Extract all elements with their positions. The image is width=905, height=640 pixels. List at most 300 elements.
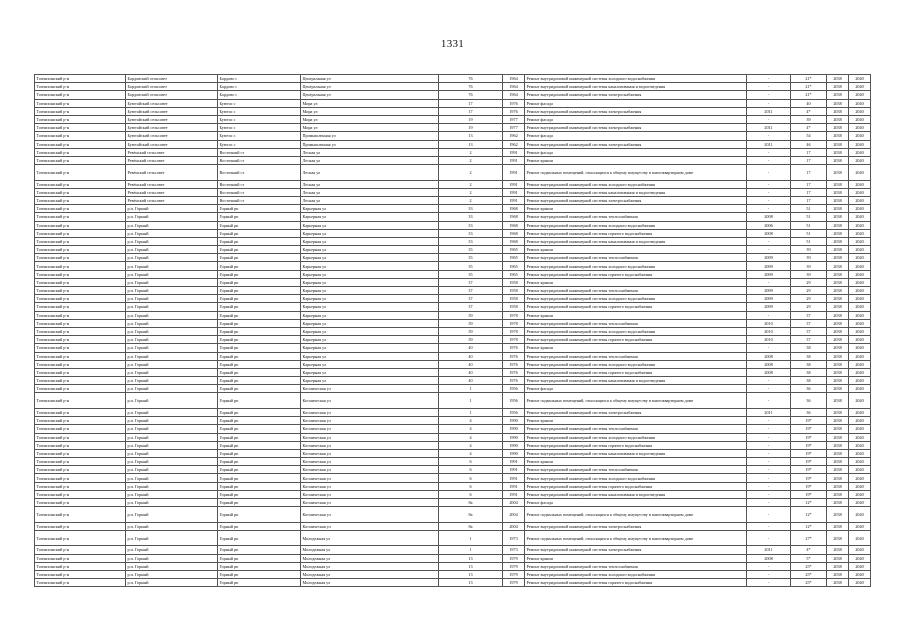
cell-settlement: р.п. Горный	[126, 213, 218, 221]
cell-plan-start: 2038	[827, 522, 849, 530]
cell-street: Космическая ул	[301, 522, 439, 530]
table-row	[35, 408, 871, 416]
cell-plan-start: 2038	[827, 156, 849, 164]
page-number: 1331	[440, 38, 465, 50]
cell-wear: 54	[791, 132, 827, 140]
table-row	[35, 270, 871, 278]
cell-house: 35	[439, 254, 503, 262]
cell-work: Ремонт внутридомовой инженерной системы холодного водоснабжения	[525, 262, 747, 270]
cell-year: 2004	[503, 499, 525, 507]
cell-house: 37	[439, 287, 503, 295]
cell-settlement: р.п. Горный	[126, 417, 218, 425]
table-row	[35, 579, 871, 587]
cell-plan-end: 2040	[849, 336, 871, 344]
cell-locality: Горный рп	[218, 262, 301, 270]
table-row	[35, 278, 871, 286]
cell-locality: Горный рп	[218, 579, 301, 587]
cell-work: Ремонт внутридомовой инженерной системы холодного водоснабжения	[525, 75, 747, 83]
cell-year: 1965	[503, 270, 525, 278]
cell-settlement: р.п. Горный	[126, 570, 218, 578]
cell-district: Топчихинский р-н	[35, 360, 126, 368]
cell-plan-start: 2038	[827, 417, 849, 425]
cell-house: 39	[439, 327, 503, 335]
table-row	[35, 229, 871, 237]
cell-work: Ремонт внутридомовой инженерной системы холодного водоснабжения	[525, 180, 747, 188]
cell-locality: Горный рп	[218, 229, 301, 237]
cell-house: 1	[439, 530, 503, 546]
cell-district: Топчихинский р-н	[35, 546, 126, 554]
cell-settlement: р.п. Горный	[126, 408, 218, 416]
table-row	[35, 385, 871, 393]
cell-house: 4	[439, 449, 503, 457]
cell-settlement: р.п. Горный	[126, 360, 218, 368]
cell-work: Ремонт внутридомовой инженерной системы канализования и водоотведения	[525, 490, 747, 498]
table-row	[35, 148, 871, 156]
cell-locality: Горный рп	[218, 368, 301, 376]
cell-street: Космическая ул	[301, 466, 439, 474]
cell-plan-end: 2040	[849, 205, 871, 213]
cell-settlement: р.п. Горный	[126, 278, 218, 286]
cell-year: 1990	[503, 417, 525, 425]
cell-district: Топчихинский р-н	[35, 433, 126, 441]
cell-work: Ремонт крыши	[525, 344, 747, 352]
table-row	[35, 499, 871, 507]
cell-last-repair: -	[747, 188, 791, 196]
cell-district: Топчихинский р-н	[35, 188, 126, 196]
cell-district: Топчихинский р-н	[35, 75, 126, 83]
cell-house: 39	[439, 319, 503, 327]
cell-wear: 38	[791, 377, 827, 385]
cell-work: Ремонт фасада	[525, 499, 747, 507]
table-row	[35, 140, 871, 148]
cell-street: Промышленная ул	[301, 140, 439, 148]
cell-street: Карьерная ул	[301, 295, 439, 303]
cell-locality: Горный рп	[218, 344, 301, 352]
cell-year: 1956	[503, 408, 525, 416]
cell-plan-end: 2040	[849, 327, 871, 335]
cell-street: Карьерная ул	[301, 254, 439, 262]
cell-work: Ремонт крыши	[525, 554, 747, 562]
cell-wear: 25*	[791, 570, 827, 578]
cell-plan-end: 2040	[849, 377, 871, 385]
cell-wear: 39	[791, 254, 827, 262]
cell-plan-end: 2040	[849, 433, 871, 441]
cell-last-repair: 2008	[747, 554, 791, 562]
cell-wear: 38	[791, 352, 827, 360]
cell-plan-start: 2038	[827, 278, 849, 286]
cell-house: 39	[439, 311, 503, 319]
cell-district: Топчихинский р-н	[35, 229, 126, 237]
cell-house: 37	[439, 303, 503, 311]
cell-year: 1976	[503, 344, 525, 352]
cell-plan-start: 2038	[827, 352, 849, 360]
cell-street: Карьерная ул	[301, 336, 439, 344]
cell-locality: Горный рп	[218, 352, 301, 360]
cell-locality: Восточный ст	[218, 148, 301, 156]
cell-plan-start: 2038	[827, 562, 849, 570]
cell-year: 1973	[503, 530, 525, 546]
cell-locality: Горный рп	[218, 458, 301, 466]
cell-locality: Горный рп	[218, 311, 301, 319]
cell-year: 1956	[503, 385, 525, 393]
cell-year: 1990	[503, 449, 525, 457]
cell-last-repair: -	[747, 441, 791, 449]
cell-settlement: Ревёнский сельсовет	[126, 196, 218, 204]
table-row	[35, 156, 871, 164]
cell-street: Космическая ул	[301, 441, 439, 449]
cell-house: 76	[439, 83, 503, 91]
cell-wear: 17	[791, 165, 827, 181]
cell-work: Ремонт внутридомовой инженерной системы электроснабжения	[525, 107, 747, 115]
cell-plan-end: 2040	[849, 368, 871, 376]
cell-house: 33	[439, 237, 503, 245]
cell-wear: 37	[791, 327, 827, 335]
cell-plan-start: 2038	[827, 377, 849, 385]
cell-settlement: р.п. Горный	[126, 254, 218, 262]
cell-house: 4	[439, 433, 503, 441]
cell-district: Топчихинский р-н	[35, 579, 126, 587]
cell-year: 1978	[503, 336, 525, 344]
cell-last-repair: -	[747, 466, 791, 474]
table-row	[35, 262, 871, 270]
cell-plan-end: 2040	[849, 262, 871, 270]
cell-wear: 51	[791, 213, 827, 221]
cell-plan-start: 2038	[827, 393, 849, 409]
cell-locality: Горный рп	[218, 303, 301, 311]
cell-last-repair: 2009	[747, 254, 791, 262]
cell-house: 17	[439, 107, 503, 115]
cell-locality: Горный рп	[218, 570, 301, 578]
table-row	[35, 115, 871, 123]
cell-district: Топчихинский р-н	[35, 180, 126, 188]
cell-locality: Бордово с	[218, 75, 301, 83]
cell-plan-end: 2040	[849, 425, 871, 433]
cell-street: Молодежная ул	[301, 530, 439, 546]
cell-house: 8а	[439, 499, 503, 507]
cell-settlement: Ревёнский сельсовет	[126, 156, 218, 164]
cell-street: Карьерная ул	[301, 278, 439, 286]
cell-year: 1958	[503, 287, 525, 295]
cell-house: 33	[439, 205, 503, 213]
cell-street: Космическая ул	[301, 499, 439, 507]
cell-house: 2	[439, 196, 503, 204]
cell-plan-start: 2038	[827, 91, 849, 99]
cell-district: Топчихинский р-н	[35, 408, 126, 416]
cell-district: Топчихинский р-н	[35, 385, 126, 393]
cell-last-repair: -	[747, 344, 791, 352]
cell-year: 1962	[503, 132, 525, 140]
cell-district: Топчихинский р-н	[35, 530, 126, 546]
cell-street: Карьерная ул	[301, 205, 439, 213]
cell-settlement: Ревёнский сельсовет	[126, 188, 218, 196]
cell-year: 1968	[503, 229, 525, 237]
cell-district: Топчихинский р-н	[35, 107, 126, 115]
cell-year: 1991	[503, 474, 525, 482]
table-row	[35, 368, 871, 376]
cell-year: 1991	[503, 188, 525, 196]
cell-locality: Буютас с	[218, 140, 301, 148]
table-row	[35, 124, 871, 132]
cell-plan-start: 2038	[827, 360, 849, 368]
cell-plan-end: 2040	[849, 270, 871, 278]
cell-last-repair: 2011	[747, 408, 791, 416]
cell-house: 76	[439, 91, 503, 99]
cell-plan-end: 2040	[849, 474, 871, 482]
cell-district: Топчихинский р-н	[35, 237, 126, 245]
cell-last-repair: -	[747, 417, 791, 425]
cell-plan-end: 2040	[849, 562, 871, 570]
cell-work: Ремонт крыши	[525, 156, 747, 164]
cell-work: Ремонт внутридомовой инженерной системы теплоснабжения	[525, 254, 747, 262]
cell-street: Лесная ул	[301, 148, 439, 156]
cell-street: Центральная ул	[301, 83, 439, 91]
cell-street: Карьерная ул	[301, 229, 439, 237]
cell-wear: 38	[791, 368, 827, 376]
cell-last-repair: 2009	[747, 287, 791, 295]
cell-plan-end: 2040	[849, 344, 871, 352]
cell-work: Ремонт подвальных помещений, относящихся к общему имуществу в многоквартирном доме	[525, 393, 747, 409]
cell-year: 1976	[503, 107, 525, 115]
table-row	[35, 441, 871, 449]
cell-house: 1	[439, 385, 503, 393]
cell-plan-start: 2038	[827, 75, 849, 83]
cell-last-repair: 2009	[747, 295, 791, 303]
cell-last-repair: -	[747, 196, 791, 204]
cell-plan-end: 2040	[849, 107, 871, 115]
cell-plan-end: 2040	[849, 319, 871, 327]
cell-district: Топчихинский р-н	[35, 417, 126, 425]
cell-district: Топчихинский р-н	[35, 246, 126, 254]
cell-plan-end: 2040	[849, 196, 871, 204]
cell-settlement: р.п. Горный	[126, 262, 218, 270]
cell-year: 1978	[503, 319, 525, 327]
cell-settlement: Бордовский сельсовет	[126, 83, 218, 91]
cell-street: Космическая ул	[301, 385, 439, 393]
cell-wear: 39	[791, 262, 827, 270]
cell-house: 1	[439, 408, 503, 416]
cell-plan-start: 2038	[827, 474, 849, 482]
cell-year: 1979	[503, 570, 525, 578]
cell-last-repair: 2009	[747, 270, 791, 278]
cell-work: Ремонт фасада	[525, 99, 747, 107]
cell-year: 1976	[503, 368, 525, 376]
cell-street: Центральная ул	[301, 75, 439, 83]
cell-locality: Горный рп	[218, 522, 301, 530]
cell-locality: Горный рп	[218, 530, 301, 546]
cell-settlement: р.п. Горный	[126, 554, 218, 562]
cell-street: Карьерная ул	[301, 262, 439, 270]
cell-settlement: Бордовский сельсовет	[126, 75, 218, 83]
cell-wear: 19*	[791, 417, 827, 425]
cell-last-repair: -	[747, 91, 791, 99]
cell-wear: 19*	[791, 433, 827, 441]
cell-street: Космическая ул	[301, 449, 439, 457]
cell-wear: 51	[791, 205, 827, 213]
table-row	[35, 246, 871, 254]
cell-house: 1	[439, 546, 503, 554]
cell-last-repair: 2008	[747, 360, 791, 368]
cell-district: Топчихинский р-н	[35, 458, 126, 466]
cell-house: 35	[439, 246, 503, 254]
table-row	[35, 546, 871, 554]
cell-settlement: Ревёнский сельсовет	[126, 165, 218, 181]
cell-district: Топчихинский р-н	[35, 319, 126, 327]
cell-plan-start: 2038	[827, 482, 849, 490]
cell-locality: Восточный ст	[218, 180, 301, 188]
cell-street: Космическая ул	[301, 417, 439, 425]
cell-work: Ремонт крыши	[525, 278, 747, 286]
cell-street: Молодежная ул	[301, 546, 439, 554]
cell-year: 1965	[503, 246, 525, 254]
cell-district: Топчихинский р-н	[35, 474, 126, 482]
cell-wear: 12*	[791, 522, 827, 530]
cell-plan-start: 2038	[827, 148, 849, 156]
cell-settlement: р.п. Горный	[126, 377, 218, 385]
cell-settlement: р.п. Горный	[126, 327, 218, 335]
cell-plan-end: 2040	[849, 91, 871, 99]
cell-last-repair: -	[747, 180, 791, 188]
cell-last-repair: -	[747, 246, 791, 254]
cell-work: Ремонт крыши	[525, 205, 747, 213]
cell-locality: Горный рп	[218, 433, 301, 441]
cell-district: Топчихинский р-н	[35, 425, 126, 433]
cell-locality: Горный рп	[218, 562, 301, 570]
cell-house: 2	[439, 148, 503, 156]
cell-last-repair: -	[747, 433, 791, 441]
cell-work: Ремонт внутридомовой инженерной системы электроснабжения	[525, 546, 747, 554]
table-row	[35, 75, 871, 83]
cell-street: Мира ул	[301, 99, 439, 107]
cell-plan-start: 2038	[827, 262, 849, 270]
cell-plan-start: 2038	[827, 327, 849, 335]
cell-last-repair: 2011	[747, 124, 791, 132]
cell-locality: Буютас с	[218, 107, 301, 115]
cell-plan-start: 2038	[827, 336, 849, 344]
cell-street: Лесная ул	[301, 188, 439, 196]
cell-wear: 25*	[791, 562, 827, 570]
table-row	[35, 458, 871, 466]
cell-district: Топчихинский р-н	[35, 482, 126, 490]
cell-district: Топчихинский р-н	[35, 377, 126, 385]
cell-plan-start: 2038	[827, 221, 849, 229]
cell-wear: 29	[791, 303, 827, 311]
cell-year: 1990	[503, 433, 525, 441]
table-row	[35, 522, 871, 530]
cell-settlement: р.п. Горный	[126, 311, 218, 319]
cell-plan-start: 2038	[827, 246, 849, 254]
cell-house: 1	[439, 393, 503, 409]
cell-settlement: Бордовский сельсовет	[126, 91, 218, 99]
cell-wear: 51	[791, 237, 827, 245]
cell-last-repair: -	[747, 377, 791, 385]
cell-year: 1958	[503, 278, 525, 286]
cell-district: Топчихинский р-н	[35, 156, 126, 164]
cell-house: 13	[439, 554, 503, 562]
cell-house: 40	[439, 377, 503, 385]
cell-locality: Горный рп	[218, 278, 301, 286]
cell-locality: Горный рп	[218, 474, 301, 482]
cell-wear: 19*	[791, 458, 827, 466]
cell-wear: 39	[791, 246, 827, 254]
cell-wear: 19*	[791, 466, 827, 474]
cell-last-repair: -	[747, 205, 791, 213]
table-row	[35, 336, 871, 344]
cell-wear: 21*	[791, 83, 827, 91]
cell-work: Ремонт внутридомовой инженерной системы холодного водоснабжения	[525, 221, 747, 229]
cell-settlement: Ревёнский сельсовет	[126, 180, 218, 188]
cell-locality: Восточный ст	[218, 196, 301, 204]
cell-house: 33	[439, 213, 503, 221]
cell-district: Топчихинский р-н	[35, 499, 126, 507]
cell-plan-start: 2038	[827, 368, 849, 376]
cell-locality: Горный рп	[218, 360, 301, 368]
cell-street: Мира ул	[301, 115, 439, 123]
cell-work: Ремонт внутридомовой инженерной системы горячего водоснабжения	[525, 303, 747, 311]
cell-locality: Горный рп	[218, 499, 301, 507]
cell-plan-start: 2038	[827, 579, 849, 587]
cell-street: Молодежная ул	[301, 570, 439, 578]
cell-last-repair: -	[747, 425, 791, 433]
cell-plan-end: 2040	[849, 360, 871, 368]
cell-plan-start: 2038	[827, 115, 849, 123]
cell-wear: 19*	[791, 474, 827, 482]
cell-locality: Буютас с	[218, 115, 301, 123]
cell-year: 1991	[503, 156, 525, 164]
cell-district: Топчихинский р-н	[35, 449, 126, 457]
cell-last-repair: 2011	[747, 140, 791, 148]
cell-work: Ремонт крыши	[525, 458, 747, 466]
cell-year: 1991	[503, 490, 525, 498]
cell-district: Топчихинский р-н	[35, 99, 126, 107]
cell-district: Топчихинский р-н	[35, 124, 126, 132]
cell-year: 1964	[503, 75, 525, 83]
cell-year: 1991	[503, 180, 525, 188]
capital-repair-table	[34, 74, 871, 587]
cell-year: 1964	[503, 91, 525, 99]
cell-plan-start: 2038	[827, 205, 849, 213]
cell-street: Карьерная ул	[301, 352, 439, 360]
cell-plan-end: 2040	[849, 99, 871, 107]
cell-street: Космическая ул	[301, 458, 439, 466]
cell-wear: 37	[791, 319, 827, 327]
cell-work: Ремонт крыши	[525, 417, 747, 425]
cell-settlement: р.п. Горный	[126, 303, 218, 311]
cell-work: Ремонт внутридомовой инженерной системы холодного водоснабжения	[525, 474, 747, 482]
cell-locality: Горный рп	[218, 287, 301, 295]
cell-street: Молодежная ул	[301, 562, 439, 570]
cell-last-repair: -	[747, 482, 791, 490]
cell-settlement: р.п. Горный	[126, 482, 218, 490]
cell-settlement: р.п. Горный	[126, 474, 218, 482]
cell-plan-start: 2038	[827, 546, 849, 554]
cell-district: Топчихинский р-н	[35, 148, 126, 156]
cell-street: Карьерная ул	[301, 319, 439, 327]
cell-house: 13	[439, 132, 503, 140]
cell-district: Топчихинский р-н	[35, 554, 126, 562]
cell-wear: 19*	[791, 490, 827, 498]
cell-district: Топчихинский р-н	[35, 303, 126, 311]
cell-house: 40	[439, 344, 503, 352]
cell-street: Карьерная ул	[301, 270, 439, 278]
cell-house: 6	[439, 482, 503, 490]
cell-district: Топчихинский р-н	[35, 522, 126, 530]
cell-last-repair: -	[747, 530, 791, 546]
cell-plan-start: 2038	[827, 458, 849, 466]
cell-plan-start: 2038	[827, 229, 849, 237]
table-row	[35, 205, 871, 213]
cell-year: 1958	[503, 303, 525, 311]
cell-plan-start: 2038	[827, 408, 849, 416]
